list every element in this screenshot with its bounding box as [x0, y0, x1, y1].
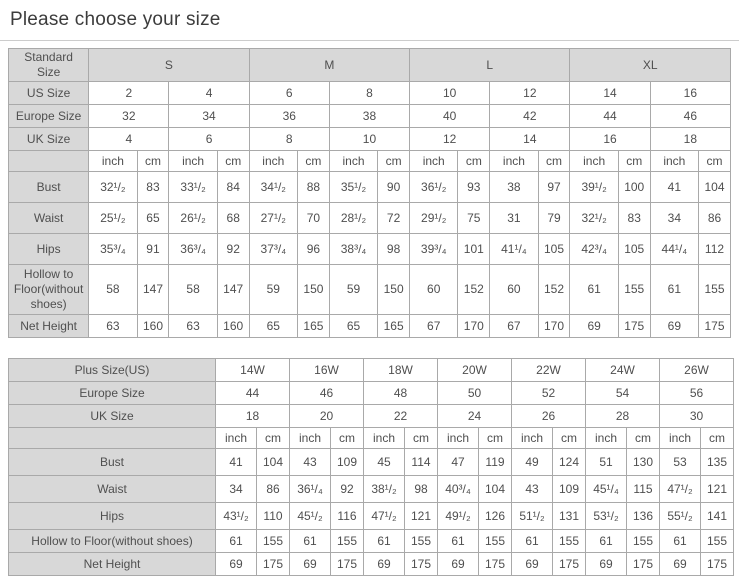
net-height-row-cell: 175 [479, 553, 512, 576]
plus-size-header-row-label: Plus Size(US) [9, 359, 216, 382]
waist-row-cell: 45¹/₄ [586, 476, 627, 503]
units-row-cell: inch [650, 151, 698, 172]
uk-size-row-cell: 26 [512, 405, 586, 428]
bust-row-cell: 36¹/₂ [410, 172, 458, 203]
net-height-row-cell: 63 [89, 315, 137, 338]
waist-row-cell: 28¹/₂ [329, 203, 377, 234]
waist-row-cell: 75 [458, 203, 490, 234]
hollow-to-floor-row-cell: 60 [410, 265, 458, 315]
standard-size-header-row-cell: M [249, 49, 409, 82]
europe-size-row-cell: 50 [438, 382, 512, 405]
bust-row-cell: 104 [257, 449, 290, 476]
net-height-row-cell: 165 [297, 315, 329, 338]
hollow-to-floor-row-label: Hollow to Floor(without shoes) [9, 265, 89, 315]
bust-row-cell: 51 [586, 449, 627, 476]
us-size-row-cell: 6 [249, 82, 329, 105]
hips-row-cell: 38³/₄ [329, 234, 377, 265]
hips-row-cell: 55¹/₂ [660, 503, 701, 530]
waist-row-cell: 38¹/₂ [364, 476, 405, 503]
units-row-cell: cm [331, 428, 364, 449]
waist-row-label: Waist [9, 203, 89, 234]
waist-row-cell: 34 [216, 476, 257, 503]
hips-row-cell: 91 [137, 234, 169, 265]
bust-row-cell: 47 [438, 449, 479, 476]
units-row-cell: inch [169, 151, 217, 172]
bust-row-cell: 109 [331, 449, 364, 476]
europe-size-row-cell: 48 [364, 382, 438, 405]
bust-row [9, 172, 731, 203]
waist-row-cell: 26¹/₂ [169, 203, 217, 234]
bust-row-cell: 135 [701, 449, 734, 476]
us-size-row-cell: 12 [490, 82, 570, 105]
units-row-cell: inch [216, 428, 257, 449]
waist-row-cell: 92 [331, 476, 364, 503]
europe-size-row-label: Europe Size [9, 382, 216, 405]
waist-row-cell: 115 [627, 476, 660, 503]
units-row-cell: inch [249, 151, 297, 172]
hollow-to-floor-row-cell: 61 [512, 530, 553, 553]
us-size-row-cell: 10 [410, 82, 490, 105]
net-height-row-cell: 175 [331, 553, 364, 576]
europe-size-row-cell: 56 [660, 382, 734, 405]
uk-size-row-cell: 12 [410, 128, 490, 151]
hollow-to-floor-row-cell: 61 [570, 265, 618, 315]
units-row-cell: cm [217, 151, 249, 172]
hips-row-cell: 96 [297, 234, 329, 265]
net-height-row-cell: 65 [329, 315, 377, 338]
net-height-row-cell: 69 [586, 553, 627, 576]
hips-row-cell: 105 [618, 234, 650, 265]
units-row-cell: inch [290, 428, 331, 449]
waist-row-cell: 27¹/₂ [249, 203, 297, 234]
hips-row-cell: 92 [217, 234, 249, 265]
waist-row-cell: 25¹/₂ [89, 203, 137, 234]
waist-row-cell: 98 [405, 476, 438, 503]
hips-row-cell: 37³/₄ [249, 234, 297, 265]
hollow-to-floor-row-cell: 155 [331, 530, 364, 553]
waist-row-cell: 79 [538, 203, 570, 234]
waist-row-label: Waist [9, 476, 216, 503]
hollow-to-floor-row-cell: 61 [650, 265, 698, 315]
net-height-row-cell: 69 [512, 553, 553, 576]
hollow-to-floor-row-cell: 155 [618, 265, 650, 315]
uk-size-row-cell: 16 [570, 128, 650, 151]
plus-size-header-row-cell: 18W [364, 359, 438, 382]
bust-row-cell: 93 [458, 172, 490, 203]
hips-row-cell: 43¹/₂ [216, 503, 257, 530]
hips-row-label: Hips [9, 503, 216, 530]
units-row-cell: inch [364, 428, 405, 449]
hollow-to-floor-row-cell: 147 [217, 265, 249, 315]
standard-size-header-row-label: Standard Size [9, 49, 89, 82]
uk-size-row-label: UK Size [9, 405, 216, 428]
waist-row-cell: 34 [650, 203, 698, 234]
hips-row-cell: 36³/₄ [169, 234, 217, 265]
bust-row-cell: 88 [297, 172, 329, 203]
hips-row-cell: 41¹/₄ [490, 234, 538, 265]
europe-size-row-cell: 44 [216, 382, 290, 405]
europe-size-row-cell: 40 [410, 105, 490, 128]
bust-row-cell: 35¹/₂ [329, 172, 377, 203]
waist-row-cell: 86 [698, 203, 730, 234]
bust-row-cell: 84 [217, 172, 249, 203]
hollow-to-floor-row-cell: 59 [249, 265, 297, 315]
waist-row [9, 476, 734, 503]
uk-size-row-cell: 28 [586, 405, 660, 428]
waist-row-cell: 32¹/₂ [570, 203, 618, 234]
net-height-row-cell: 67 [490, 315, 538, 338]
net-height-row-cell: 170 [538, 315, 570, 338]
bust-row-cell: 100 [618, 172, 650, 203]
us-size-row-cell: 16 [650, 82, 730, 105]
net-height-row-cell: 160 [217, 315, 249, 338]
europe-size-row-cell: 42 [490, 105, 570, 128]
bust-row-cell: 90 [378, 172, 410, 203]
hips-row-cell: 47¹/₂ [364, 503, 405, 530]
uk-size-row-cell: 18 [216, 405, 290, 428]
bust-row-cell: 39¹/₂ [570, 172, 618, 203]
hollow-to-floor-row-cell: 147 [137, 265, 169, 315]
page-title: Please choose your size [10, 9, 221, 30]
waist-row [9, 203, 731, 234]
net-height-row-cell: 160 [137, 315, 169, 338]
us-size-row [9, 82, 731, 105]
uk-size-row-cell: 24 [438, 405, 512, 428]
hollow-to-floor-row-cell: 61 [216, 530, 257, 553]
hollow-to-floor-row-cell: 155 [553, 530, 586, 553]
net-height-row-cell: 69 [216, 553, 257, 576]
hollow-to-floor-row-cell: 152 [458, 265, 490, 315]
bust-row-cell: 32¹/₂ [89, 172, 137, 203]
units-row [9, 151, 731, 172]
bust-row-cell: 45 [364, 449, 405, 476]
hollow-to-floor-row-label: Hollow to Floor(without shoes) [9, 530, 216, 553]
us-size-row-label: US Size [9, 82, 89, 105]
waist-row-cell: 70 [297, 203, 329, 234]
uk-size-row-cell: 18 [650, 128, 730, 151]
bust-row-cell: 49 [512, 449, 553, 476]
bust-row-cell: 97 [538, 172, 570, 203]
hollow-to-floor-row-cell: 155 [701, 530, 734, 553]
net-height-row-cell: 175 [405, 553, 438, 576]
waist-row-cell: 121 [701, 476, 734, 503]
waist-row-cell: 72 [378, 203, 410, 234]
waist-row-cell: 40³/₄ [438, 476, 479, 503]
hollow-to-floor-row-cell: 59 [329, 265, 377, 315]
units-row-cell: inch [570, 151, 618, 172]
europe-size-row-cell: 46 [650, 105, 730, 128]
europe-size-row-cell: 32 [89, 105, 169, 128]
hips-row-cell: 49¹/₂ [438, 503, 479, 530]
title-divider [0, 40, 739, 41]
waist-row-cell: 109 [553, 476, 586, 503]
net-height-row-cell: 175 [553, 553, 586, 576]
waist-row-cell: 47¹/₂ [660, 476, 701, 503]
plus-size-header-row [9, 359, 734, 382]
hips-row-cell: 105 [538, 234, 570, 265]
hips-row-cell: 136 [627, 503, 660, 530]
hollow-to-floor-row-cell: 155 [627, 530, 660, 553]
hollow-to-floor-row-cell: 61 [660, 530, 701, 553]
bust-row [9, 449, 734, 476]
units-row-label [9, 428, 216, 449]
standard-size-header-row [9, 49, 731, 82]
bust-row-cell: 130 [627, 449, 660, 476]
hips-row [9, 503, 734, 530]
waist-row-cell: 83 [618, 203, 650, 234]
us-size-row-cell: 8 [329, 82, 409, 105]
net-height-row-cell: 63 [169, 315, 217, 338]
waist-row-cell: 68 [217, 203, 249, 234]
hips-row [9, 234, 731, 265]
hips-row-cell: 131 [553, 503, 586, 530]
hips-row-cell: 51¹/₂ [512, 503, 553, 530]
hollow-to-floor-row-cell: 60 [490, 265, 538, 315]
us-size-row-cell: 2 [89, 82, 169, 105]
uk-size-row-cell: 10 [329, 128, 409, 151]
net-height-row [9, 553, 734, 576]
waist-row-cell: 65 [137, 203, 169, 234]
bust-row-cell: 119 [479, 449, 512, 476]
hips-row-cell: 126 [479, 503, 512, 530]
units-row-cell: cm [701, 428, 734, 449]
units-row-cell: inch [490, 151, 538, 172]
net-height-row-cell: 69 [660, 553, 701, 576]
hollow-to-floor-row-cell: 58 [169, 265, 217, 315]
net-height-row-cell: 65 [249, 315, 297, 338]
plus-size-header-row-cell: 26W [660, 359, 734, 382]
bust-row-cell: 34¹/₂ [249, 172, 297, 203]
units-row-cell: inch [89, 151, 137, 172]
europe-size-row-cell: 46 [290, 382, 364, 405]
net-height-row-cell: 175 [627, 553, 660, 576]
standard-size-header-row-cell: XL [570, 49, 731, 82]
bust-row-cell: 43 [290, 449, 331, 476]
units-row-cell: cm [137, 151, 169, 172]
us-size-row-cell: 4 [169, 82, 249, 105]
waist-row-cell: 36¹/₄ [290, 476, 331, 503]
hollow-to-floor-row-cell: 61 [586, 530, 627, 553]
units-row [9, 428, 734, 449]
net-height-row-cell: 165 [378, 315, 410, 338]
hips-row-cell: 98 [378, 234, 410, 265]
hollow-to-floor-row-cell: 150 [297, 265, 329, 315]
net-height-row-label: Net Height [9, 553, 216, 576]
bust-row-label: Bust [9, 172, 89, 203]
europe-size-row-cell: 44 [570, 105, 650, 128]
hips-row-cell: 35³/₄ [89, 234, 137, 265]
units-row-cell: cm [553, 428, 586, 449]
hips-row-cell: 44¹/₄ [650, 234, 698, 265]
units-row-label [9, 151, 89, 172]
net-height-row-cell: 175 [701, 553, 734, 576]
hips-row-cell: 112 [698, 234, 730, 265]
net-height-row-cell: 175 [618, 315, 650, 338]
europe-size-row-cell: 54 [586, 382, 660, 405]
europe-size-row-cell: 36 [249, 105, 329, 128]
net-height-row-label: Net Height [9, 315, 89, 338]
bust-row-cell: 104 [698, 172, 730, 203]
units-row-cell: cm [698, 151, 730, 172]
units-row-cell: inch [329, 151, 377, 172]
hollow-to-floor-row-cell: 152 [538, 265, 570, 315]
units-row-cell: cm [538, 151, 570, 172]
bust-row-cell: 124 [553, 449, 586, 476]
net-height-row-cell: 69 [650, 315, 698, 338]
units-row-cell: inch [438, 428, 479, 449]
hips-row-cell: 116 [331, 503, 364, 530]
plus-size-header-row-cell: 22W [512, 359, 586, 382]
hollow-to-floor-row-cell: 155 [698, 265, 730, 315]
bust-row-cell: 38 [490, 172, 538, 203]
uk-size-row-cell: 6 [169, 128, 249, 151]
bust-row-cell: 41 [650, 172, 698, 203]
hollow-to-floor-row-cell: 61 [290, 530, 331, 553]
hips-row-cell: 39³/₄ [410, 234, 458, 265]
europe-size-row-cell: 38 [329, 105, 409, 128]
plus-size-header-row-cell: 16W [290, 359, 364, 382]
uk-size-row-cell: 30 [660, 405, 734, 428]
hips-row-cell: 45¹/₂ [290, 503, 331, 530]
uk-size-row [9, 405, 734, 428]
units-row-cell: inch [512, 428, 553, 449]
hips-row-label: Hips [9, 234, 89, 265]
hips-row-cell: 53¹/₂ [586, 503, 627, 530]
waist-row-cell: 104 [479, 476, 512, 503]
net-height-row-cell: 69 [290, 553, 331, 576]
hollow-to-floor-row [9, 265, 731, 315]
hollow-to-floor-row-cell: 61 [364, 530, 405, 553]
hips-row-cell: 121 [405, 503, 438, 530]
net-height-row-cell: 69 [364, 553, 405, 576]
hollow-to-floor-row-cell: 155 [405, 530, 438, 553]
bust-row-cell: 33¹/₂ [169, 172, 217, 203]
waist-row-cell: 31 [490, 203, 538, 234]
hollow-to-floor-row-cell: 61 [438, 530, 479, 553]
hollow-to-floor-row-cell: 150 [378, 265, 410, 315]
uk-size-row-cell: 22 [364, 405, 438, 428]
hollow-to-floor-row-cell: 155 [257, 530, 290, 553]
us-size-row-cell: 14 [570, 82, 650, 105]
plus-size-header-row-cell: 24W [586, 359, 660, 382]
uk-size-row-label: UK Size [9, 128, 89, 151]
plus-size-table [8, 358, 734, 576]
standard-size-table [8, 48, 731, 338]
bust-row-cell: 114 [405, 449, 438, 476]
bust-row-label: Bust [9, 449, 216, 476]
uk-size-row [9, 128, 731, 151]
net-height-row-cell: 69 [438, 553, 479, 576]
europe-size-row [9, 105, 731, 128]
plus-size-header-row-cell: 20W [438, 359, 512, 382]
waist-row-cell: 43 [512, 476, 553, 503]
uk-size-row-cell: 8 [249, 128, 329, 151]
bust-row-cell: 83 [137, 172, 169, 203]
units-row-cell: inch [586, 428, 627, 449]
units-row-cell: cm [378, 151, 410, 172]
hollow-to-floor-row-cell: 155 [479, 530, 512, 553]
units-row-cell: cm [479, 428, 512, 449]
net-height-row-cell: 170 [458, 315, 490, 338]
units-row-cell: inch [660, 428, 701, 449]
units-row-cell: cm [618, 151, 650, 172]
uk-size-row-cell: 20 [290, 405, 364, 428]
europe-size-row-cell: 34 [169, 105, 249, 128]
waist-row-cell: 29¹/₂ [410, 203, 458, 234]
net-height-row-cell: 69 [570, 315, 618, 338]
europe-size-row-label: Europe Size [9, 105, 89, 128]
hollow-to-floor-row-cell: 58 [89, 265, 137, 315]
bust-row-cell: 53 [660, 449, 701, 476]
europe-size-row [9, 382, 734, 405]
europe-size-row-cell: 52 [512, 382, 586, 405]
standard-size-header-row-cell: S [89, 49, 249, 82]
hips-row-cell: 101 [458, 234, 490, 265]
net-height-row-cell: 67 [410, 315, 458, 338]
net-height-row-cell: 175 [257, 553, 290, 576]
units-row-cell: cm [627, 428, 660, 449]
units-row-cell: cm [458, 151, 490, 172]
hips-row-cell: 141 [701, 503, 734, 530]
units-row-cell: cm [405, 428, 438, 449]
units-row-cell: cm [257, 428, 290, 449]
net-height-row-cell: 175 [698, 315, 730, 338]
waist-row-cell: 86 [257, 476, 290, 503]
standard-size-header-row-cell: L [410, 49, 570, 82]
bust-row-cell: 41 [216, 449, 257, 476]
hips-row-cell: 42³/₄ [570, 234, 618, 265]
units-row-cell: cm [297, 151, 329, 172]
uk-size-row-cell: 4 [89, 128, 169, 151]
plus-size-header-row-cell: 14W [216, 359, 290, 382]
uk-size-row-cell: 14 [490, 128, 570, 151]
hollow-to-floor-row [9, 530, 734, 553]
hips-row-cell: 110 [257, 503, 290, 530]
net-height-row [9, 315, 731, 338]
units-row-cell: inch [410, 151, 458, 172]
